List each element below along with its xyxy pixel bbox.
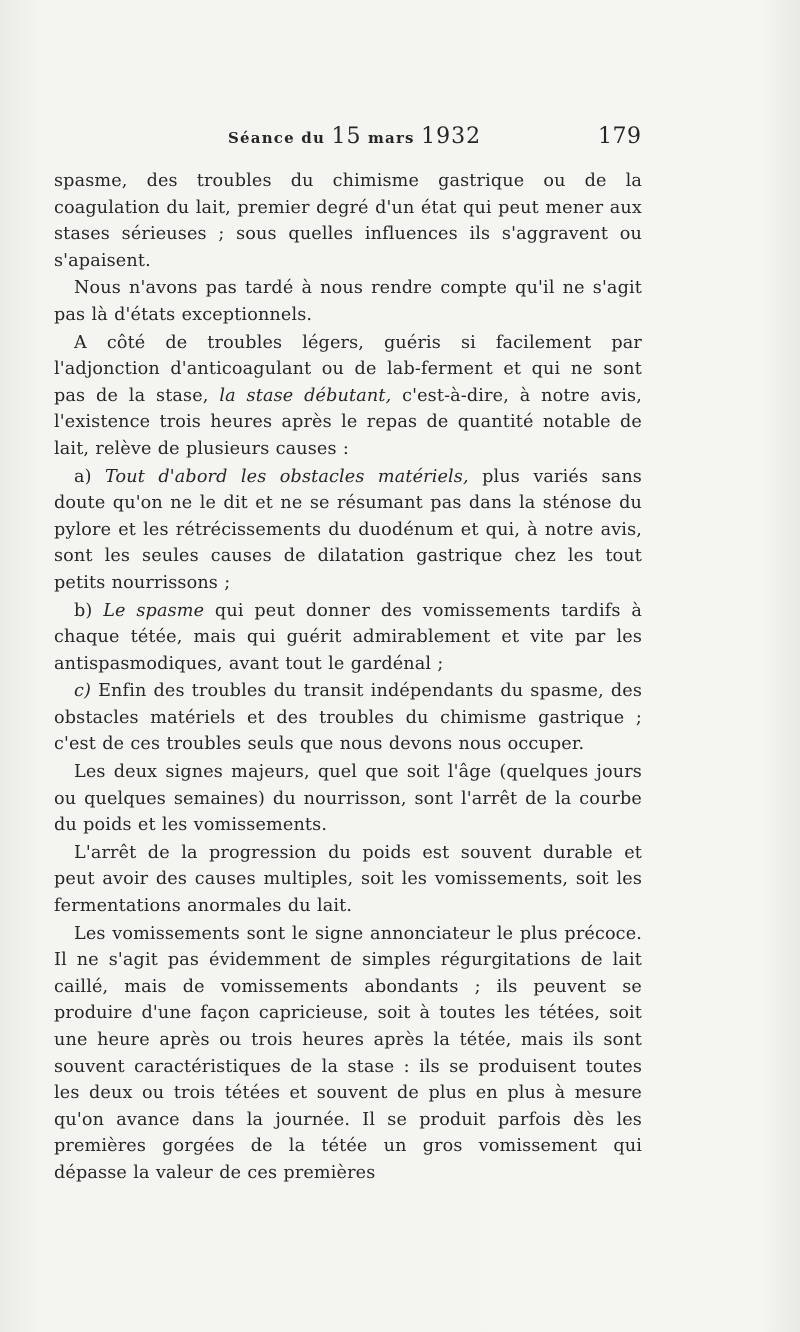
paragraph-cause-b — [54, 598, 642, 678]
paragraph-emphasis: Tout d'abord les obstacles matériels, — [105, 466, 469, 487]
paragraph-lead: A côté de troubles légers, guéris si facilement par l'adjonction d'anticoagulant ou de lab-ferment et qui ne sont pas de la stase, — [54, 332, 642, 406]
list-marker-c: c) — [74, 681, 99, 702]
list-marker-b: b) — [74, 600, 104, 621]
paragraph-emphasis: la stase débutant, — [219, 385, 392, 406]
running-head — [228, 124, 481, 149]
paragraph-tail: qui peut donner des vomissements tardifs à chaque tétée, mais qui guérit admirablement et vite par les antispasmodiques, avant tout le gardénal ; — [54, 600, 642, 674]
paragraph-stase-debutant — [54, 330, 642, 463]
paragraph-major-signs: Les deux signes majeurs, quel que soit l'âge (quelques jours ou quelques semaines) du nourrisson, sont l'arrêt de la courbe du poids et les vomissements. — [54, 762, 642, 836]
paragraph-emphasis: Le spasme — [103, 600, 205, 621]
list-marker-a: a) — [74, 466, 106, 487]
paragraph-tail: Enfin des troubles du transit indépendants du spasme, des obstacles matériels et des troubles du chimisme gastrique ; c'est de ces troubles seuls que nous devons nous occuper. — [54, 681, 643, 755]
page-number: 179 — [598, 124, 642, 149]
paragraph-weight: L'arrêt de la progression du poids est souvent durable et peut avoir des causes multiples, soit les vomissements, soit les fermentations anormales du lait. — [54, 842, 642, 917]
paragraph-cause-c — [54, 678, 642, 758]
paragraph-vomiting: Les vomissements sont le signe annonciateur le plus précoce. Il ne s'agit pas évidemment de simples régurgitations de lait caillé, mais de vomissements abondants ; ils peuvent se produire d'une façon capricieuse, soit à toutes les tétées, soit une heure après ou trois heures après la tétée, mais ils sont souvent caractéristiques de la stase : ils se produisent toutes les deux ou trois tétées et souvent de plus en plus à mesure qu'on avance dans la journée. Il se produit parfois dès les premières gorgées de la tétée un gros vomissement qui dépasse la valeur de ces premières — [54, 923, 642, 1183]
paragraph-tail: plus variés sans doute qu'on ne le dit et ne se résumant pas dans la sténose du pylore et les rétrécissements du duodénum et qui, à notre avis, sont les seules causes de dilatation gastrique chez les tout petits nourrissons ; — [54, 466, 642, 593]
page-header — [0, 120, 800, 156]
running-head-month: mars — [361, 129, 422, 147]
body-text — [54, 168, 642, 1187]
paragraph-cause-a — [54, 464, 642, 597]
running-head-text: Séance du — [228, 129, 332, 147]
running-head-day: 15 — [331, 124, 362, 149]
running-head-year: 1932 — [421, 124, 482, 149]
paragraph-tail: c'est-à-dire, à notre avis, l'existence trois heures après le repas de quantité notable de lait, relève de plusieurs causes : — [54, 385, 642, 459]
paragraph-continuation: spasme, des troubles du chimisme gastrique ou de la coagulation du lait, premier degré d'un état qui peut mener aux stases sérieuses ; sous quelles influences ils s'aggravent ou s'apaisent. — [54, 171, 642, 271]
paragraph-exceptional-states: Nous n'avons pas tardé à nous rendre compte qu'il ne s'agit pas là d'états exceptionnels. — [54, 278, 642, 325]
